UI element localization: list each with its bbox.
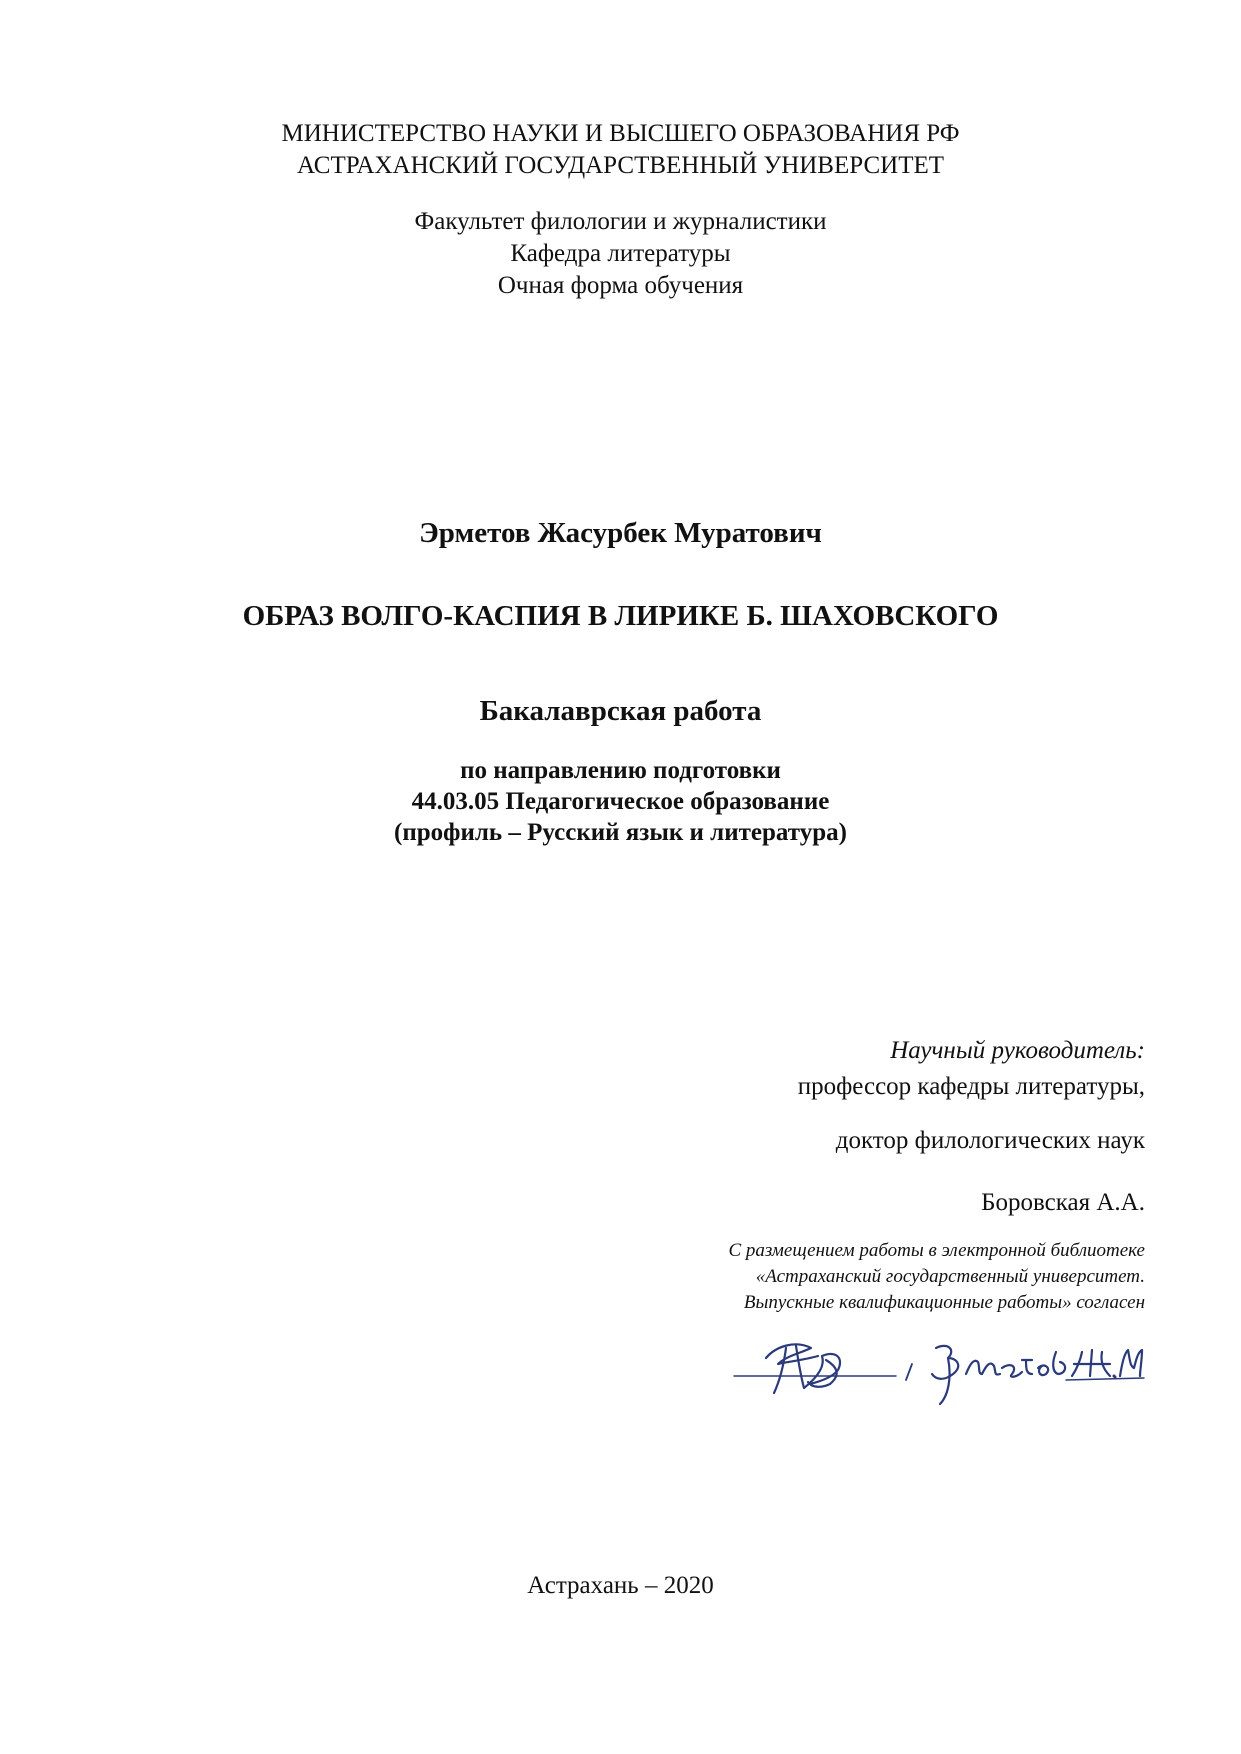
supervisor-position: профессор кафедры литературы, [797,1073,1145,1100]
ministry-name: МИНИСТЕРСТВО НАУКИ И ВЫСШЕГО ОБРАЗОВАНИЯ РФ [281,120,960,147]
supervisor-degree-text: доктор филологических наук [835,1127,1145,1154]
place-and-year [0,1570,1241,1602]
signature-scribble [734,1344,1144,1404]
consent-line-2: «Астраханский государственный университет. [755,1266,1145,1287]
author-name: Эрметов Жасурбек Муратович [419,517,822,549]
study-direction [0,755,1241,848]
chair-name: Кафедра литературы [510,240,731,267]
supervisor-label: Научный руководитель: [890,1037,1145,1064]
direction-line-2: 44.03.05 Педагогическое образование [411,788,830,815]
institution-header [0,118,1241,182]
supervisor-name [981,1187,1145,1219]
study-form: Очная форма обучения [497,272,744,299]
handwritten-signature [726,1318,1146,1408]
work-type: Бакалаврская работа [479,695,762,727]
thesis-title: ОБРАЗ ВОЛГО-КАСПИЯ В ЛИРИКЕ Б. ШАХОВСКОГО [242,600,999,632]
department-info [0,206,1241,302]
supervisor-degree [836,1125,1145,1157]
library-consent [728,1238,1145,1316]
supervisor-name-text: Боровская А.А. [981,1189,1145,1216]
consent-line-3: Выпускные квалификационные работы» согласен [743,1292,1145,1313]
place-year-text: Астрахань – 2020 [527,1572,714,1599]
consent-line-1: С размещением работы в электронной библиотеке [728,1240,1145,1261]
faculty-name: Факультет филологии и журналистики [414,208,827,235]
university-name: АСТРАХАНСКИЙ ГОСУДАРСТВЕННЫЙ УНИВЕРСИТЕТ [296,152,945,179]
supervisor-block [798,1033,1145,1105]
direction-line-1: по направлению подготовки [460,757,781,784]
direction-line-3: (профиль – Русский язык и литература) [394,819,847,846]
